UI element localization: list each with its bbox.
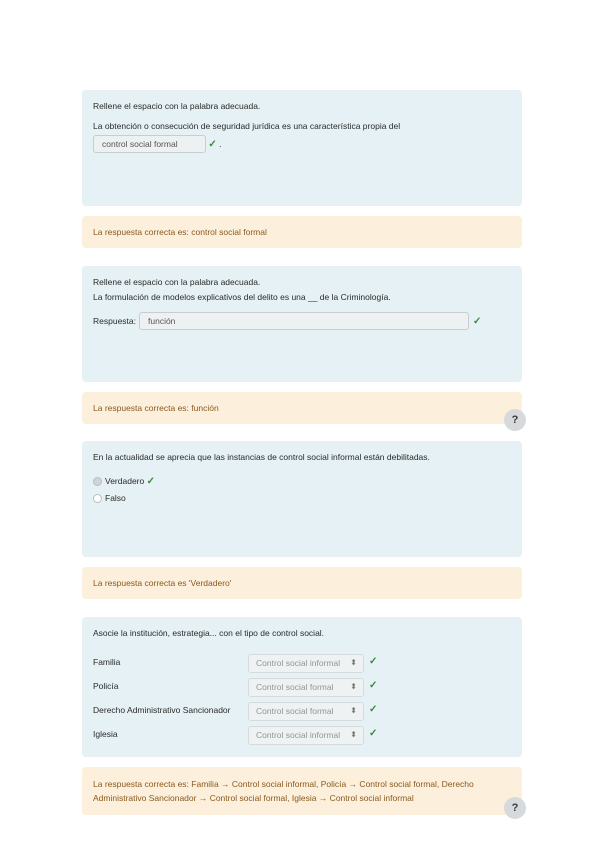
help-button[interactable]: ? <box>504 409 526 431</box>
answer-label: Respuesta: <box>93 316 136 326</box>
correct-check-icon: ✓ <box>369 656 378 667</box>
match-label-derecho: Derecho Administrativo Sancionador <box>93 705 231 715</box>
feedback-1-text: La respuesta correcta es: control social formal <box>93 227 267 237</box>
select-arrow-icon: ⬍ <box>350 682 357 691</box>
feedback-4-line1: La respuesta correcta es: Familia → Control social informal, Policía → Control social formal, Derecho <box>93 779 474 789</box>
correct-check-icon: ✓ <box>369 704 378 715</box>
select-familia-value: Control social informal <box>256 658 341 668</box>
option-falso[interactable] <box>93 493 511 503</box>
match-label-policia: Policía <box>93 681 119 691</box>
select-familia[interactable] <box>248 654 364 673</box>
question-1-instruction: Rellene el espacio con la palabra adecuada. <box>93 101 261 111</box>
radio-falso[interactable] <box>93 494 102 503</box>
feedback-4 <box>82 767 522 815</box>
feedback-4-line2: Administrativo Sancionador → Control social formal, Iglesia → Control social informal <box>93 793 414 803</box>
correct-check-icon: ✓ <box>146 476 155 487</box>
select-derecho[interactable] <box>248 702 364 721</box>
question-2-answer-input[interactable]: función <box>139 312 469 330</box>
select-derecho-value: Control social formal <box>256 706 334 716</box>
question-3-text: En la actualidad se aprecia que las instancias de control social informal están debilitadas. <box>93 452 430 462</box>
select-iglesia[interactable] <box>248 726 364 745</box>
feedback-2-text: La respuesta correcta es: función <box>93 403 219 413</box>
question-1-text: La obtención o consecución de seguridad jurídica es una característica propia del <box>93 121 401 131</box>
correct-check-icon: ✓ <box>473 315 482 327</box>
correct-check-icon: ✓ <box>369 680 378 691</box>
question-1 <box>82 90 522 206</box>
question-2-text: La formulación de modelos explicativos del delito es una __ de la Criminología. <box>93 292 391 302</box>
feedback-1 <box>82 216 522 248</box>
select-iglesia-value: Control social informal <box>256 730 341 740</box>
question-4-text: Asocie la institución, estrategia... con el tipo de control social. <box>93 628 325 638</box>
select-policia-value: Control social formal <box>256 682 334 692</box>
match-label-iglesia: Iglesia <box>93 729 118 739</box>
select-arrow-icon: ⬍ <box>350 706 357 715</box>
question-3 <box>82 441 522 557</box>
question-2-instruction: Rellene el espacio con la palabra adecuada. <box>93 277 261 287</box>
match-label-familia: Familia <box>93 657 121 667</box>
correct-check-icon: ✓ <box>369 728 378 739</box>
select-policia[interactable] <box>248 678 364 697</box>
question-4 <box>82 617 522 757</box>
select-arrow-icon: ⬍ <box>350 730 357 739</box>
feedback-3-text: La respuesta correcta es 'Verdadero' <box>93 578 232 588</box>
option-verdadero[interactable] <box>93 476 511 487</box>
feedback-3 <box>82 567 522 599</box>
help-button[interactable]: ? <box>504 797 526 819</box>
option-verdadero-label: Verdadero <box>105 476 145 486</box>
radio-verdadero[interactable] <box>93 477 102 486</box>
feedback-2 <box>82 392 522 424</box>
option-falso-label: Falso <box>105 493 126 503</box>
question-1-answer-input[interactable]: control social formal <box>93 135 206 153</box>
select-arrow-icon: ⬍ <box>350 658 357 667</box>
question-2 <box>82 266 522 382</box>
correct-check-icon: ✓ <box>208 139 217 150</box>
question-1-trail: . <box>219 139 222 149</box>
